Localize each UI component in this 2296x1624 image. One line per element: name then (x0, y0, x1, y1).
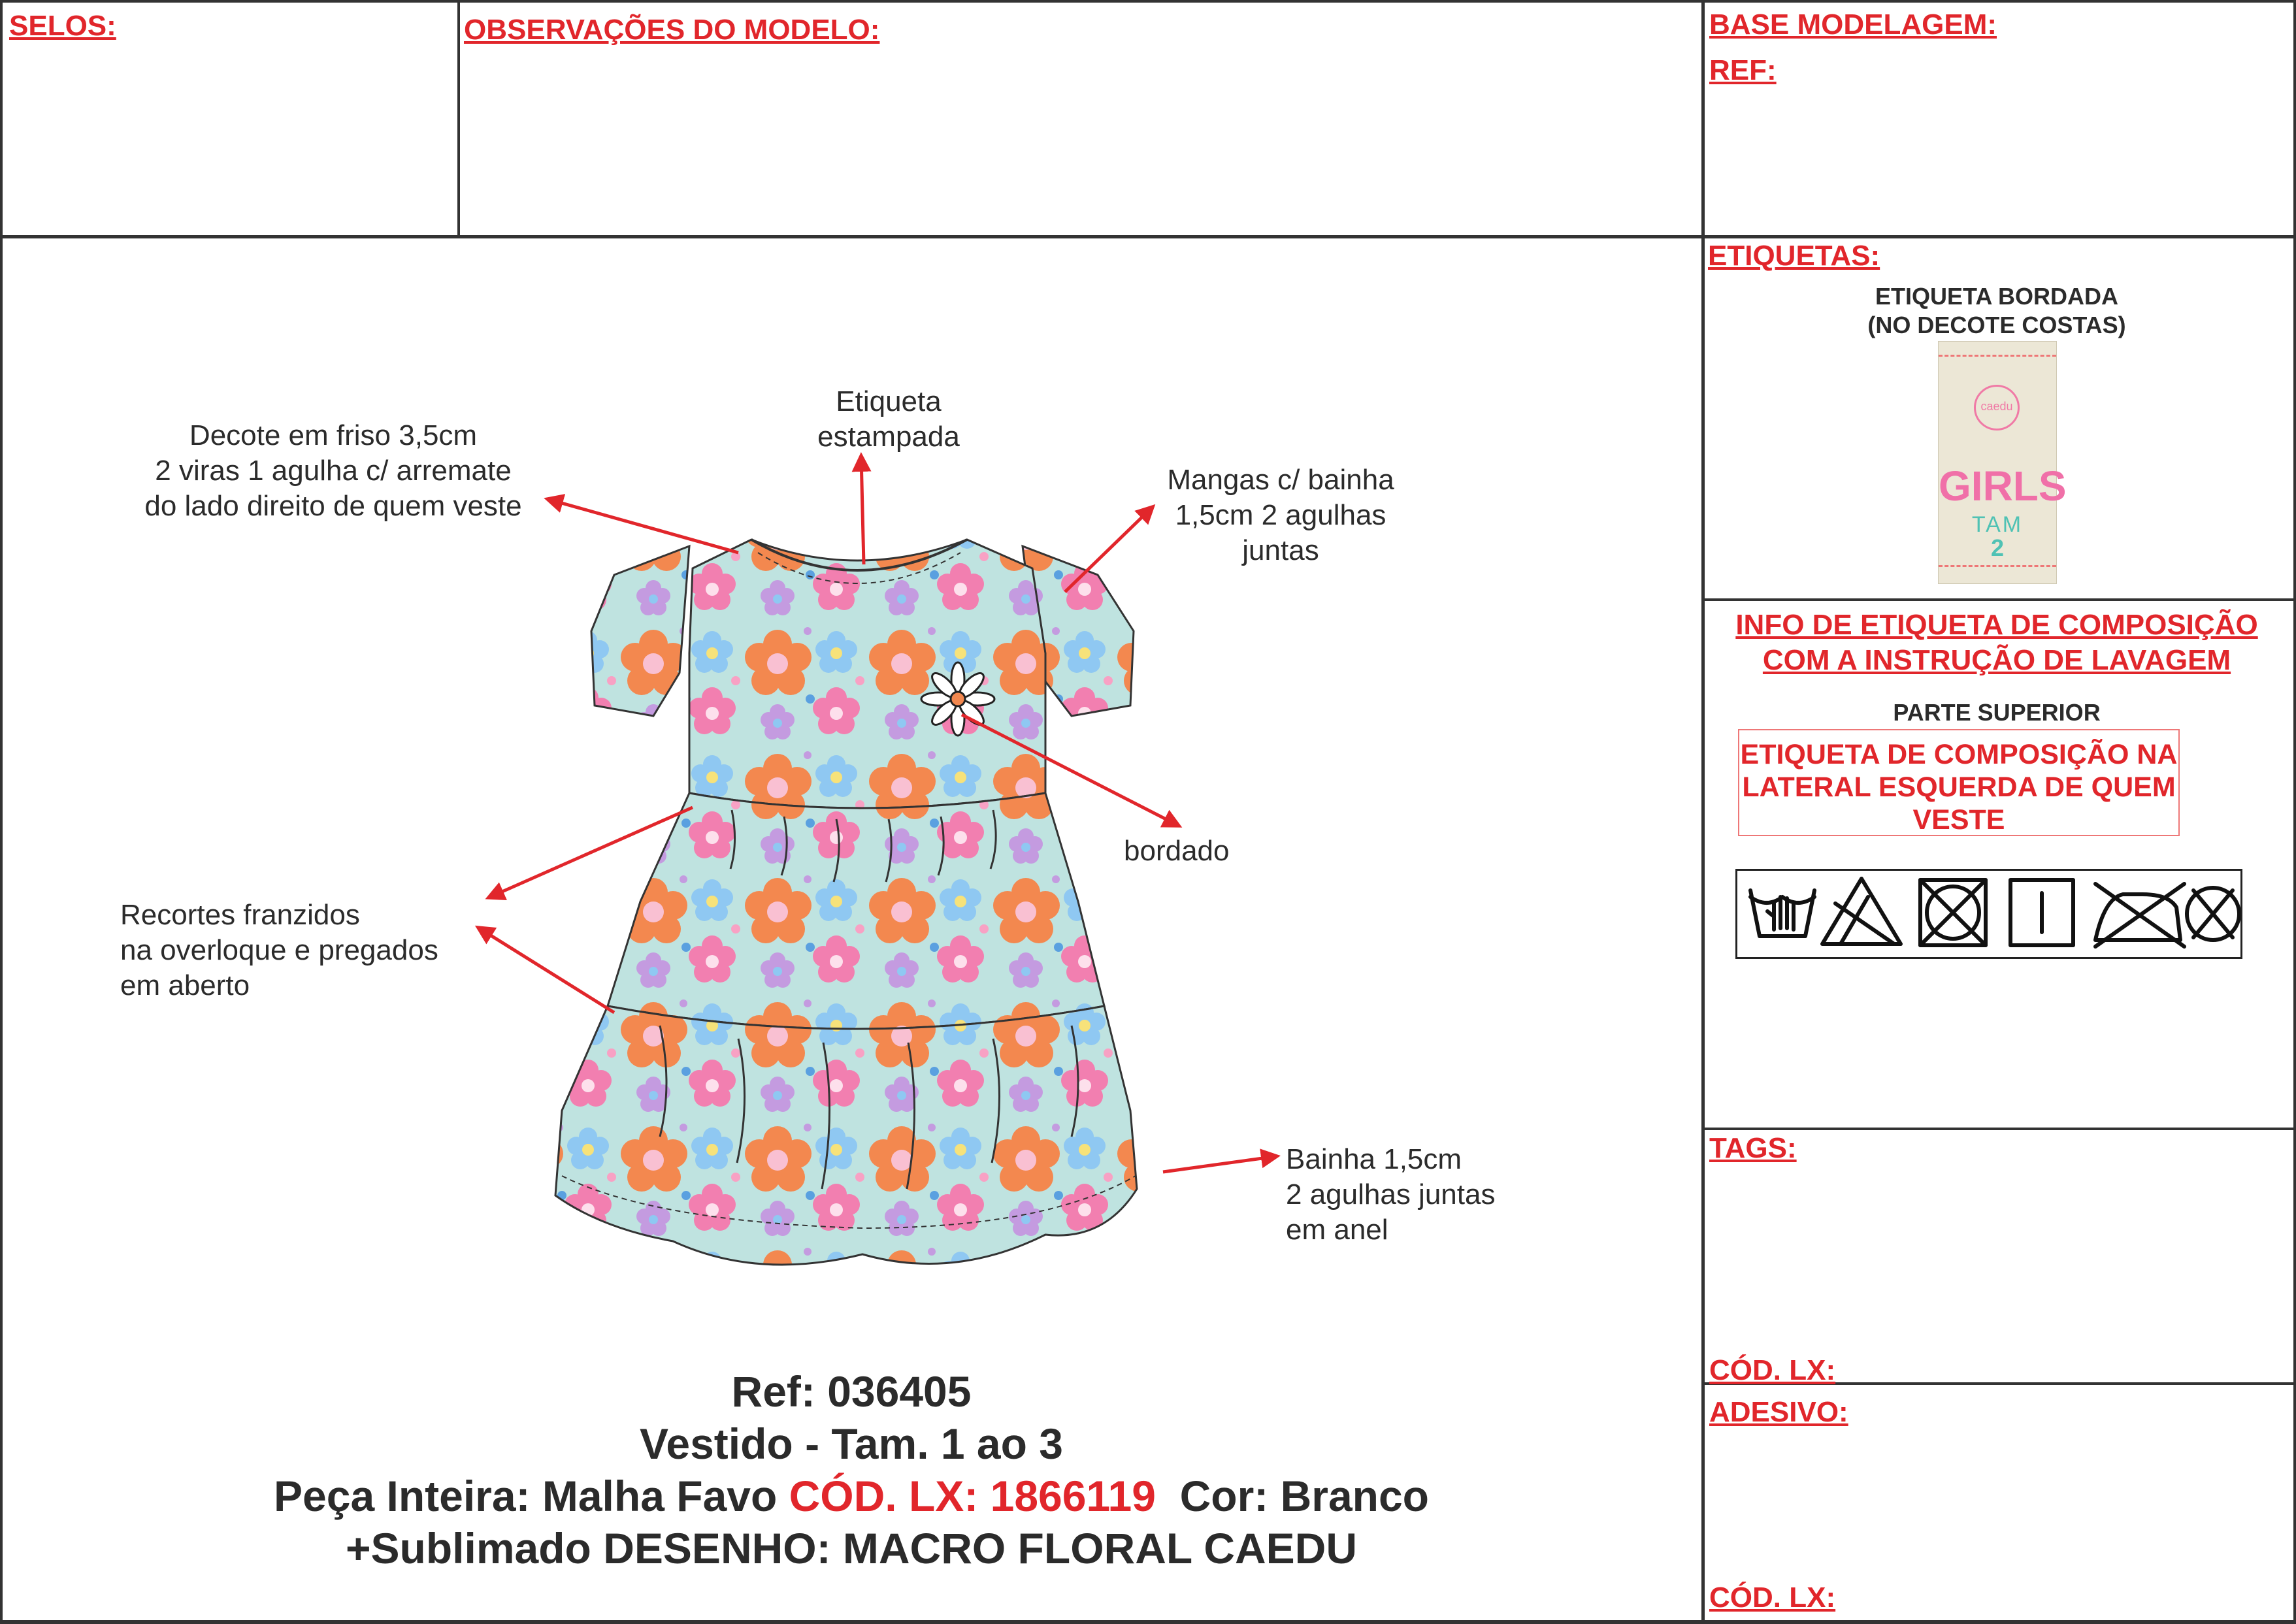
composition-line3: VESTE (1912, 804, 2005, 836)
label-tam: TAM (1971, 512, 2024, 537)
arrow-bainha (1163, 1156, 1277, 1172)
arrow-etiqueta (861, 456, 864, 564)
no-dry-clean-icon (2187, 888, 2239, 940)
etiquetas-divider (1703, 598, 2296, 601)
note-etiqueta-estampada: Etiqueta estampada (817, 385, 960, 453)
arrow-mangas (1065, 507, 1153, 592)
hand-wash-icon (1750, 890, 1814, 936)
composition-info-line2: COM A INSTRUÇÃO DE LAVAGEM (1762, 644, 2231, 676)
label-girls: GIRLS (1939, 463, 2067, 510)
product-print: +Sublimado DESENHO: MACRO FLORAL CAEDU (345, 1524, 1357, 1572)
adesivo-label: ADESIVO: (1709, 1396, 1848, 1428)
bottom-tier (555, 1006, 1137, 1265)
observacoes-label: OBSERVAÇÕES DO MODELO: (464, 14, 880, 46)
brand-label (1938, 341, 2067, 584)
care-symbols-box (1735, 869, 2242, 959)
etiqueta-bordada-line2: (NO DECOTE COSTAS) (1867, 312, 2126, 338)
fabric-color: Cor: Branco (1155, 1472, 1429, 1520)
tags-divider (1703, 1128, 2296, 1130)
brand-logo-text: caedu (1980, 400, 2013, 413)
ref-label: REF: (1709, 54, 1777, 86)
middle-tier (608, 793, 1104, 1029)
note-mangas: Mangas c/ bainha 1,5cm 2 agulhas juntas (1167, 464, 1394, 566)
cod-lx-label-2: CÓD. LX: (1709, 1582, 1836, 1614)
no-iron-icon (2095, 884, 2184, 947)
brand-logo-circle (1974, 385, 2020, 430)
note-decote: Decote em friso 3,5cm 2 viras 1 agulha c/ arremate do lado direito de quem veste (144, 419, 522, 522)
etiqueta-bordada-line1: ETIQUETA BORDADA (1875, 283, 2118, 310)
composition-line2: LATERAL ESQUERDA DE QUEM (1742, 771, 2176, 803)
cod-lx-label-1: CÓD. LX: (1709, 1354, 1836, 1386)
note-recortes: Recortes franzidos na overloque e pregados em aberto (120, 899, 438, 1001)
note-bainha: Bainha 1,5cm 2 agulhas juntas em anel (1286, 1143, 1496, 1246)
line-dry-icon (2010, 880, 2073, 945)
selos-label: SELOS: (9, 10, 116, 42)
fabric-prefix: Peça Inteira: Malha Favo (274, 1472, 789, 1520)
product-name: Vestido - Tam. 1 ao 3 (640, 1420, 1063, 1468)
parte-superior-label: PARTE SUPERIOR (1893, 699, 2101, 726)
base-modelagem-label: BASE MODELAGEM: (1709, 8, 1997, 41)
product-fabric (0, 1470, 1703, 1522)
composition-line1: ETIQUETA DE COMPOSIÇÃO NA (1740, 739, 2178, 770)
no-tumble-dry-icon (1920, 880, 1986, 945)
tags-label: TAGS: (1709, 1132, 1797, 1164)
outer-border-right (2293, 0, 2296, 1624)
etiquetas-label: ETIQUETAS: (1708, 240, 1880, 272)
care-symbols (1737, 871, 2240, 957)
sleeve-left (591, 546, 689, 716)
outer-border-bottom (0, 1620, 2296, 1624)
arrow-decote (548, 499, 738, 553)
bodice (689, 540, 1045, 808)
chlorine-bleach-icon (1822, 879, 1901, 944)
fabric-code: CÓD. LX: 1866119 (789, 1472, 1156, 1520)
composition-info-line1: INFO DE ETIQUETA DE COMPOSIÇÃO (1735, 609, 2258, 641)
composition-instruction-box (1738, 729, 2180, 836)
note-bordado: bordado (1124, 835, 1230, 867)
composition-info-title (1703, 608, 2291, 678)
etiqueta-bordada-title (1703, 282, 2291, 340)
label-size: 2 (1990, 534, 2005, 561)
product-ref: Ref: 036405 (731, 1367, 972, 1416)
arrow-recortes-lower (478, 928, 614, 1013)
